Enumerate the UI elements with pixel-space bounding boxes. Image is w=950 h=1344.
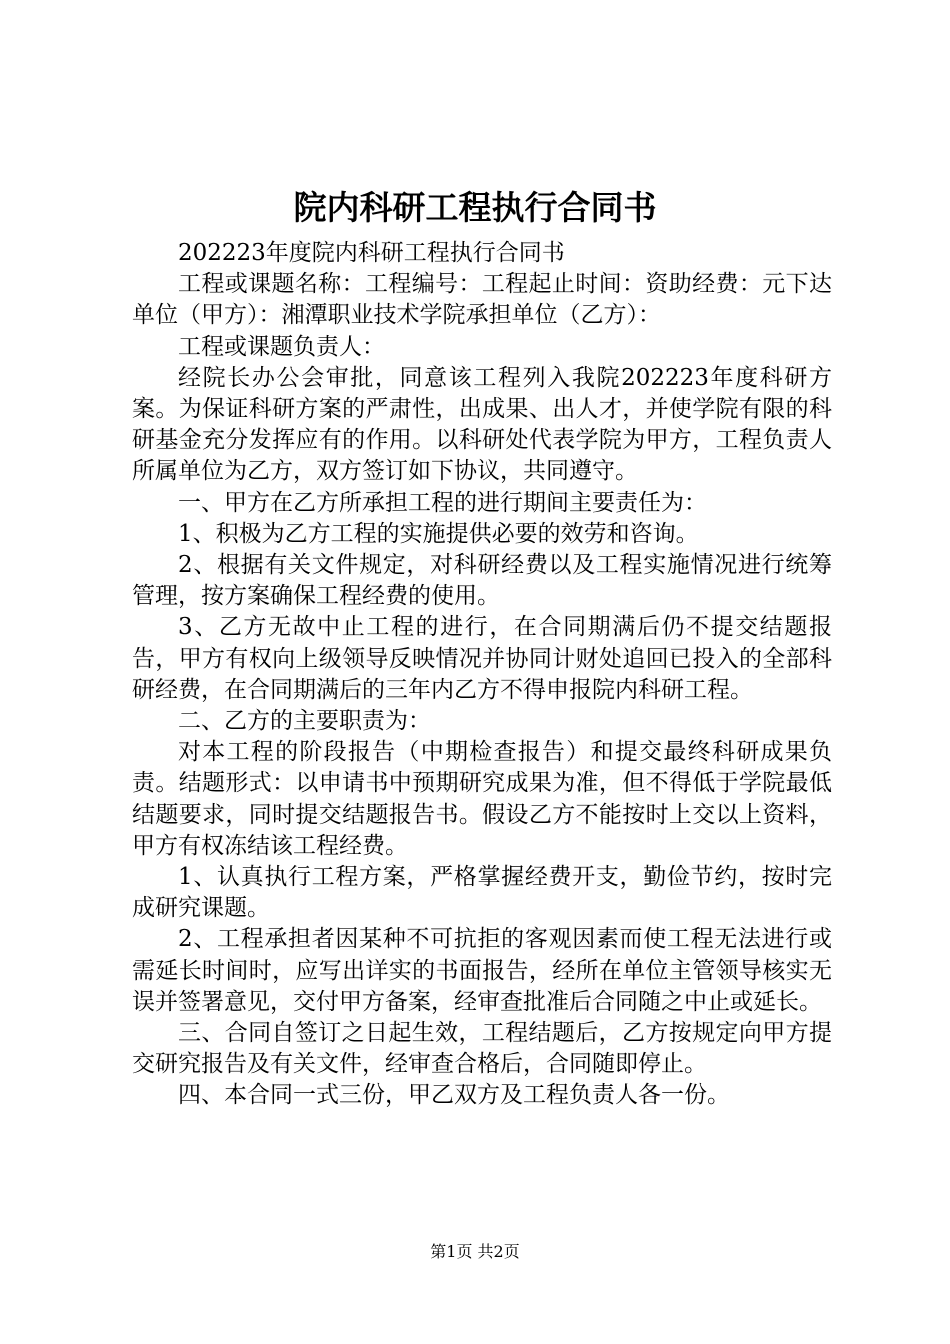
paragraph-clause-2-1: 1、认真执行工程方案，严格掌握经费开支，勤俭节约，按时完成研究课题。 (132, 864, 832, 922)
document-title: 院内科研工程执行合同书 (293, 188, 657, 227)
paragraph-clause-1-3: 3、乙方无故中止工程的进行，在合同期满后仍不提交结题报告，甲方有权向上级领导反映情况并协同计财处追回已投入的全部科研经费，在合同期满后的三年内乙方不得申报院内科研工程。 (132, 614, 832, 703)
paragraph-heading-year: 202223年度院内科研工程执行合同书 (178, 240, 565, 266)
paragraph-section-three: 三、合同自签订之日起生效，工程结题后，乙方按规定向甲方提交研究报告及有关文件，经审查合格后，合同随即停止。 (132, 1020, 832, 1078)
paragraph-preamble: 经院长办公会审批，同意该工程列入我院202223年度科研方案。为保证科研方案的严肃性，出成果、出人才，并使学院有限的科研基金充分发挥应有的作用。以科研处代表学院为甲方，工程负责人所属单位为乙方，双方签订如下协议，共同遵守。 (132, 364, 832, 485)
paragraph-clause-1-2: 2、根据有关文件规定，对科研经费以及工程实施情况进行统筹管理，按方案确保工程经费的使用。 (132, 552, 832, 610)
document-body (132, 238, 832, 1112)
paragraph-project-leader: 工程或课题负责人： (178, 333, 385, 360)
paragraph-clause-1-1: 1、积极为乙方工程的实施提供必要的效劳和咨询。 (178, 520, 699, 547)
paragraph-section-one: 一、甲方在乙方所承担工程的进行期间主要责任为： (178, 489, 707, 516)
paragraph-section-two-intro: 对本工程的阶段报告（中期检查报告）和提交最终科研成果负责。结题形式：以申请书中预期研究成果为准，但不得低于学院最低结题要求，同时提交结题报告书。假设乙方不能按时上交以上资料，甲方有权冻结该工程经费。 (132, 739, 832, 859)
page-indicator: 第1页 共2页 (430, 1242, 520, 1261)
page-footer (0, 1240, 950, 1264)
paragraph-section-four: 四、本合同一式三份，甲乙双方及工程负责人各一份。 (178, 1082, 730, 1109)
paragraph-section-two: 二、乙方的主要职责为： (178, 708, 431, 735)
paragraph-project-info: 工程或课题名称：工程编号：工程起止时间：资助经费：元下达单位（甲方）：湘潭职业技术学院承担单位（乙方）： (132, 271, 832, 329)
paragraph-clause-2-2: 2、工程承担者因某种不可抗拒的客观因素而使工程无法进行或需延长时间时，应写出详实的书面报告，经所在单位主管领导核实无误并签署意见，交付甲方备案，经审查批准后合同随之中止或延长。 (132, 926, 832, 1015)
